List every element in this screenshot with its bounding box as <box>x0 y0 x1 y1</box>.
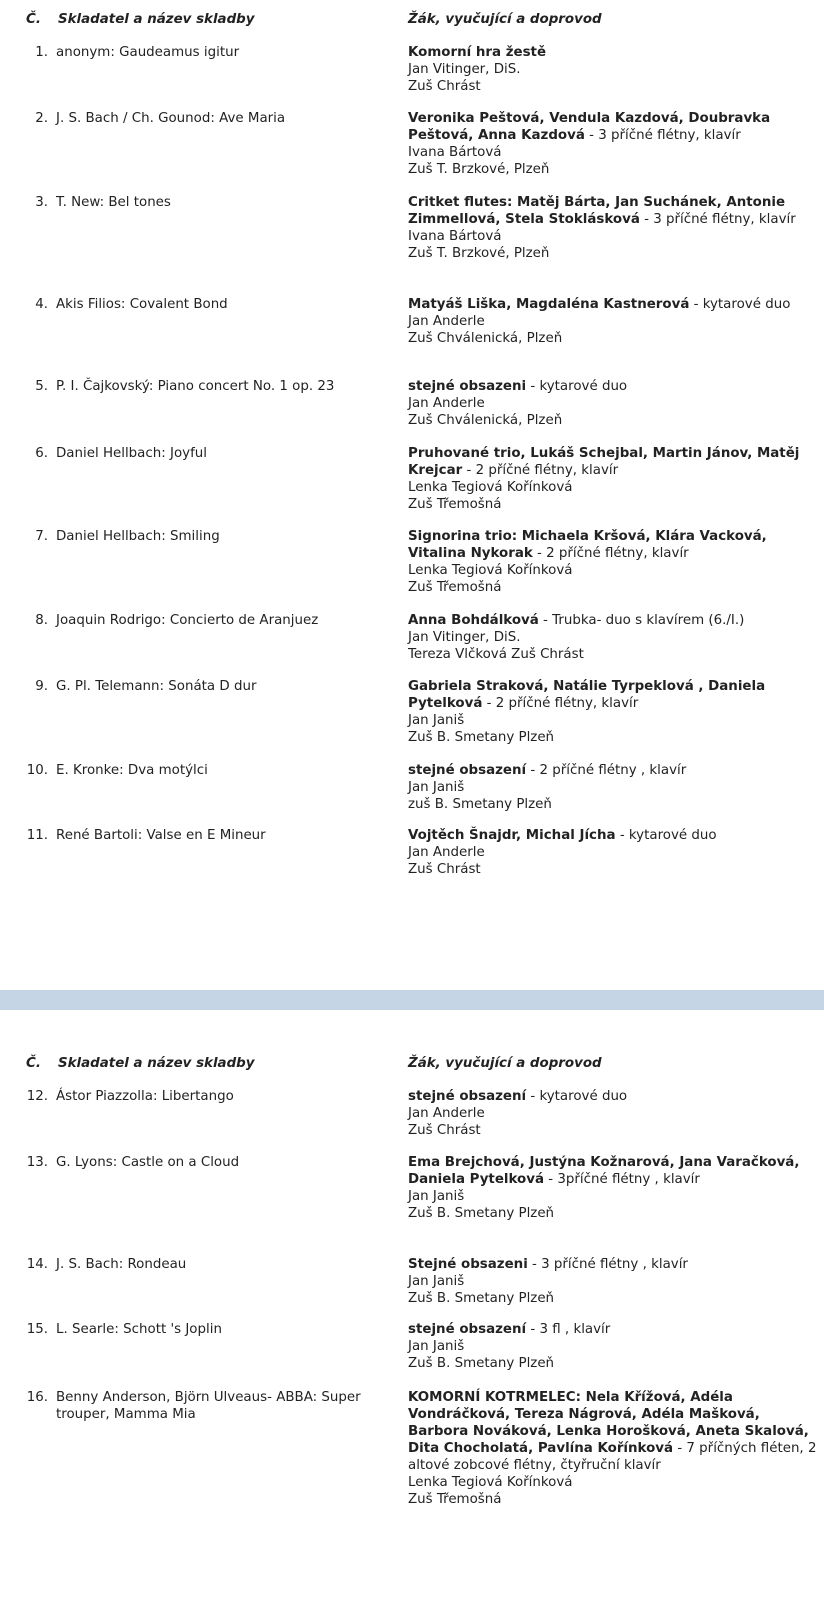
program-item <box>0 194 824 262</box>
school: Zuš B. Smetany Plzeň <box>408 1356 555 1371</box>
instrumentation: - 2 příčné flétny , klavír <box>526 763 687 778</box>
item-number: 3. <box>35 195 48 210</box>
composition: G. Pl. Telemann: Sonáta D dur <box>56 679 257 694</box>
teacher: Jan Janiš <box>408 713 465 728</box>
composition: J. S. Bach / Ch. Gounod: Ave Maria <box>56 111 286 126</box>
header-number: Č. <box>26 12 41 27</box>
teacher: Jan Anderle <box>408 1106 485 1121</box>
item-number: 2. <box>35 111 48 126</box>
instrumentation: - 7 příčných fléten, 2 altové zobcové flétny, čtyřruční klavír <box>408 1441 817 1473</box>
item-number: 13. <box>26 1155 48 1170</box>
teacher: Jan Janiš <box>408 1189 465 1204</box>
program-item <box>0 762 824 813</box>
teacher: Jan Janiš <box>408 780 465 795</box>
performers <box>408 678 824 746</box>
header-performers: Žák, vyučující a doprovod <box>408 12 602 27</box>
performer-names: Ema Brejchová, Justýna Kožnarová, Jana Varačková, Daniela Pytelková <box>408 1155 800 1187</box>
composition: Benny Anderson, Björn Ulveaus- ABBA: Super trouper, Mamma Mia <box>56 1390 361 1422</box>
instrumentation: - 3 příčné flétny , klavír <box>527 1257 688 1272</box>
performer-names: Vojtěch Šnajdr, Michal Jícha <box>408 828 616 843</box>
performers <box>408 44 824 95</box>
performers <box>408 445 824 513</box>
performer-names: stejné obsazení <box>408 1089 527 1104</box>
composition: Akis Filios: Covalent Bond <box>56 297 228 312</box>
instrumentation: - kytarové duo <box>526 1089 628 1104</box>
composition: L. Searle: Schott 's Joplin <box>56 1322 222 1337</box>
instrumentation: - kytarové duo <box>689 297 791 312</box>
page-separator <box>0 990 824 1010</box>
performer-names: Pruhované trio, Lukáš Schejbal, Martin Jánov, Matěj Krejcar <box>408 446 800 478</box>
school: Zuš Chválenická, Plzeň <box>408 331 563 346</box>
performers <box>408 1256 824 1307</box>
school: Zuš Chrást <box>408 79 481 94</box>
instrumentation: - 2 příčné flétny, klavír <box>462 463 619 478</box>
school: Zuš Třemošná <box>408 580 502 595</box>
program-item <box>0 1088 824 1139</box>
performers <box>408 1389 824 1508</box>
teacher: Jan Anderle <box>408 845 485 860</box>
program-item <box>0 110 824 178</box>
school: Zuš Chrást <box>408 1123 481 1138</box>
teacher: Jan Anderle <box>408 314 485 329</box>
performers <box>408 194 824 262</box>
teacher: Lenka Tegiová Kořínková <box>408 480 573 495</box>
item-number: 8. <box>35 613 48 628</box>
school: Zuš T. Brzkové, Plzeň <box>408 162 550 177</box>
teacher: Ivana Bártová <box>408 229 502 244</box>
performer-names: Veronika Peštová, Vendula Kazdová, Doubravka Peštová, Anna Kazdová <box>408 111 771 143</box>
teacher: Jan Janiš <box>408 1339 465 1354</box>
school: Zuš Třemošná <box>408 1492 502 1507</box>
program-item <box>0 378 824 429</box>
performers <box>408 762 824 813</box>
school: Zuš T. Brzkové, Plzeň <box>408 246 550 261</box>
performer-names: Signorina trio: Michaela Kršová, Klára Vacková, Vitalina Nykorak <box>408 529 767 561</box>
performers <box>408 528 824 596</box>
performers <box>408 1154 824 1222</box>
composition: E. Kronke: Dva motýlci <box>56 763 208 778</box>
school: Zuš B. Smetany Plzeň <box>408 1291 555 1306</box>
item-number: 10. <box>26 763 48 778</box>
performer-names: KOMORNÍ KOTRMELEC: Nela Křížová, Adéla Vondráčková, Tereza Nágrová, Adéla Mašková, Barbora Nováková, Lenka Horošková, Aneta Skalová, Dita Chocholatá, Pavlína Kořínková <box>408 1390 809 1456</box>
program-item <box>0 612 824 663</box>
header-number: Č. <box>26 1056 41 1071</box>
teacher: Jan Vitinger, DiS. <box>408 62 521 77</box>
item-number: 15. <box>26 1322 48 1337</box>
school: zuš B. Smetany Plzeň <box>408 797 552 812</box>
performers <box>408 110 824 178</box>
composition: Joaquin Rodrigo: Concierto de Aranjuez <box>56 613 319 628</box>
instrumentation: - 2 příčné flétny, klavír <box>532 546 689 561</box>
instrumentation: - Trubka- duo s klavírem (6./I.) <box>538 613 745 628</box>
performers <box>408 1088 824 1139</box>
instrumentation: - kytarové duo <box>615 828 717 843</box>
composition: J. S. Bach: Rondeau <box>56 1257 187 1272</box>
item-number: 7. <box>35 529 48 544</box>
item-number: 11. <box>26 828 48 843</box>
header-performers: Žák, vyučující a doprovod <box>408 1056 602 1071</box>
performers <box>408 1321 824 1372</box>
composition: T. New: Bel tones <box>56 195 171 210</box>
school: Tereza Vlčková Zuš Chrást <box>408 647 584 662</box>
school: Zuš Chrást <box>408 862 481 877</box>
school: Zuš B. Smetany Plzeň <box>408 730 555 745</box>
item-number: 4. <box>35 297 48 312</box>
program-item <box>0 44 824 95</box>
item-number: 9. <box>35 679 48 694</box>
teacher: Jan Vitinger, DiS. <box>408 630 521 645</box>
program-item <box>0 1154 824 1222</box>
performer-names: stejné obsazení <box>408 763 527 778</box>
item-number: 1. <box>35 45 48 60</box>
performers <box>408 296 824 347</box>
performer-names: Anna Bohdálková <box>408 613 539 628</box>
performer-names: Stejné obsazeni <box>408 1257 528 1272</box>
program-item <box>0 1389 824 1508</box>
performer-names: Komorní hra žestě <box>408 45 547 60</box>
performer-names: stejné obsazení <box>408 1322 527 1337</box>
performer-names: Matyáš Liška, Magdaléna Kastnerová <box>408 297 690 312</box>
table-header <box>0 0 824 32</box>
teacher: Jan Janiš <box>408 1274 465 1289</box>
instrumentation: - kytarové duo <box>526 379 628 394</box>
composition: Daniel Hellbach: Smiling <box>56 529 220 544</box>
item-number: 14. <box>26 1257 48 1272</box>
table-header <box>0 1044 824 1076</box>
teacher: Lenka Tegiová Kořínková <box>408 1475 573 1490</box>
item-number: 12. <box>26 1089 48 1104</box>
composition: René Bartoli: Valse en E Mineur <box>56 828 266 843</box>
program-page-2 <box>0 1044 824 1507</box>
teacher: Lenka Tegiová Kořínková <box>408 563 573 578</box>
program-item <box>0 1256 824 1307</box>
item-number: 5. <box>35 379 48 394</box>
performer-names: Critket flutes: Matěj Bárta, Jan Suchánek, Antonie Zimmellová, Stela Stoklásková <box>408 195 786 227</box>
instrumentation: - 3 příčné flétny, klavír <box>584 128 741 143</box>
item-number: 6. <box>35 446 48 461</box>
header-composition: Skladatel a název skladby <box>58 1056 255 1071</box>
school: Zuš B. Smetany Plzeň <box>408 1206 555 1221</box>
performer-names: Gabriela Straková, Natálie Tyrpeklová , Daniela Pytelková <box>408 679 766 711</box>
program-item <box>0 1321 824 1372</box>
teacher: Jan Anderle <box>408 396 485 411</box>
program-item <box>0 528 824 596</box>
teacher: Ivana Bártová <box>408 145 502 160</box>
performers <box>408 612 824 663</box>
item-number: 16. <box>26 1390 48 1405</box>
instrumentation: - 3 fl , klavír <box>526 1322 611 1337</box>
performers <box>408 827 824 878</box>
program-item <box>0 678 824 746</box>
program-item <box>0 445 824 513</box>
instrumentation: - 3příčné flétny , klavír <box>544 1172 700 1187</box>
composition: P. I. Čajkovský: Piano concert No. 1 op. 23 <box>56 379 335 394</box>
instrumentation: - 3 příčné flétny, klavír <box>639 212 796 227</box>
header-composition: Skladatel a název skladby <box>58 12 255 27</box>
instrumentation: - 2 příčné flétny, klavír <box>482 696 639 711</box>
school: Zuš Chválenická, Plzeň <box>408 413 563 428</box>
composition: Daniel Hellbach: Joyful <box>56 446 207 461</box>
program-item <box>0 827 824 878</box>
composition: G. Lyons: Castle on a Cloud <box>56 1155 240 1170</box>
school: Zuš Třemošná <box>408 497 502 512</box>
composition: anonym: Gaudeamus igitur <box>56 45 240 60</box>
program-item <box>0 296 824 347</box>
performers <box>408 378 824 429</box>
performer-names: stejné obsazeni <box>408 379 527 394</box>
composition: Ástor Piazzolla: Libertango <box>56 1089 234 1104</box>
